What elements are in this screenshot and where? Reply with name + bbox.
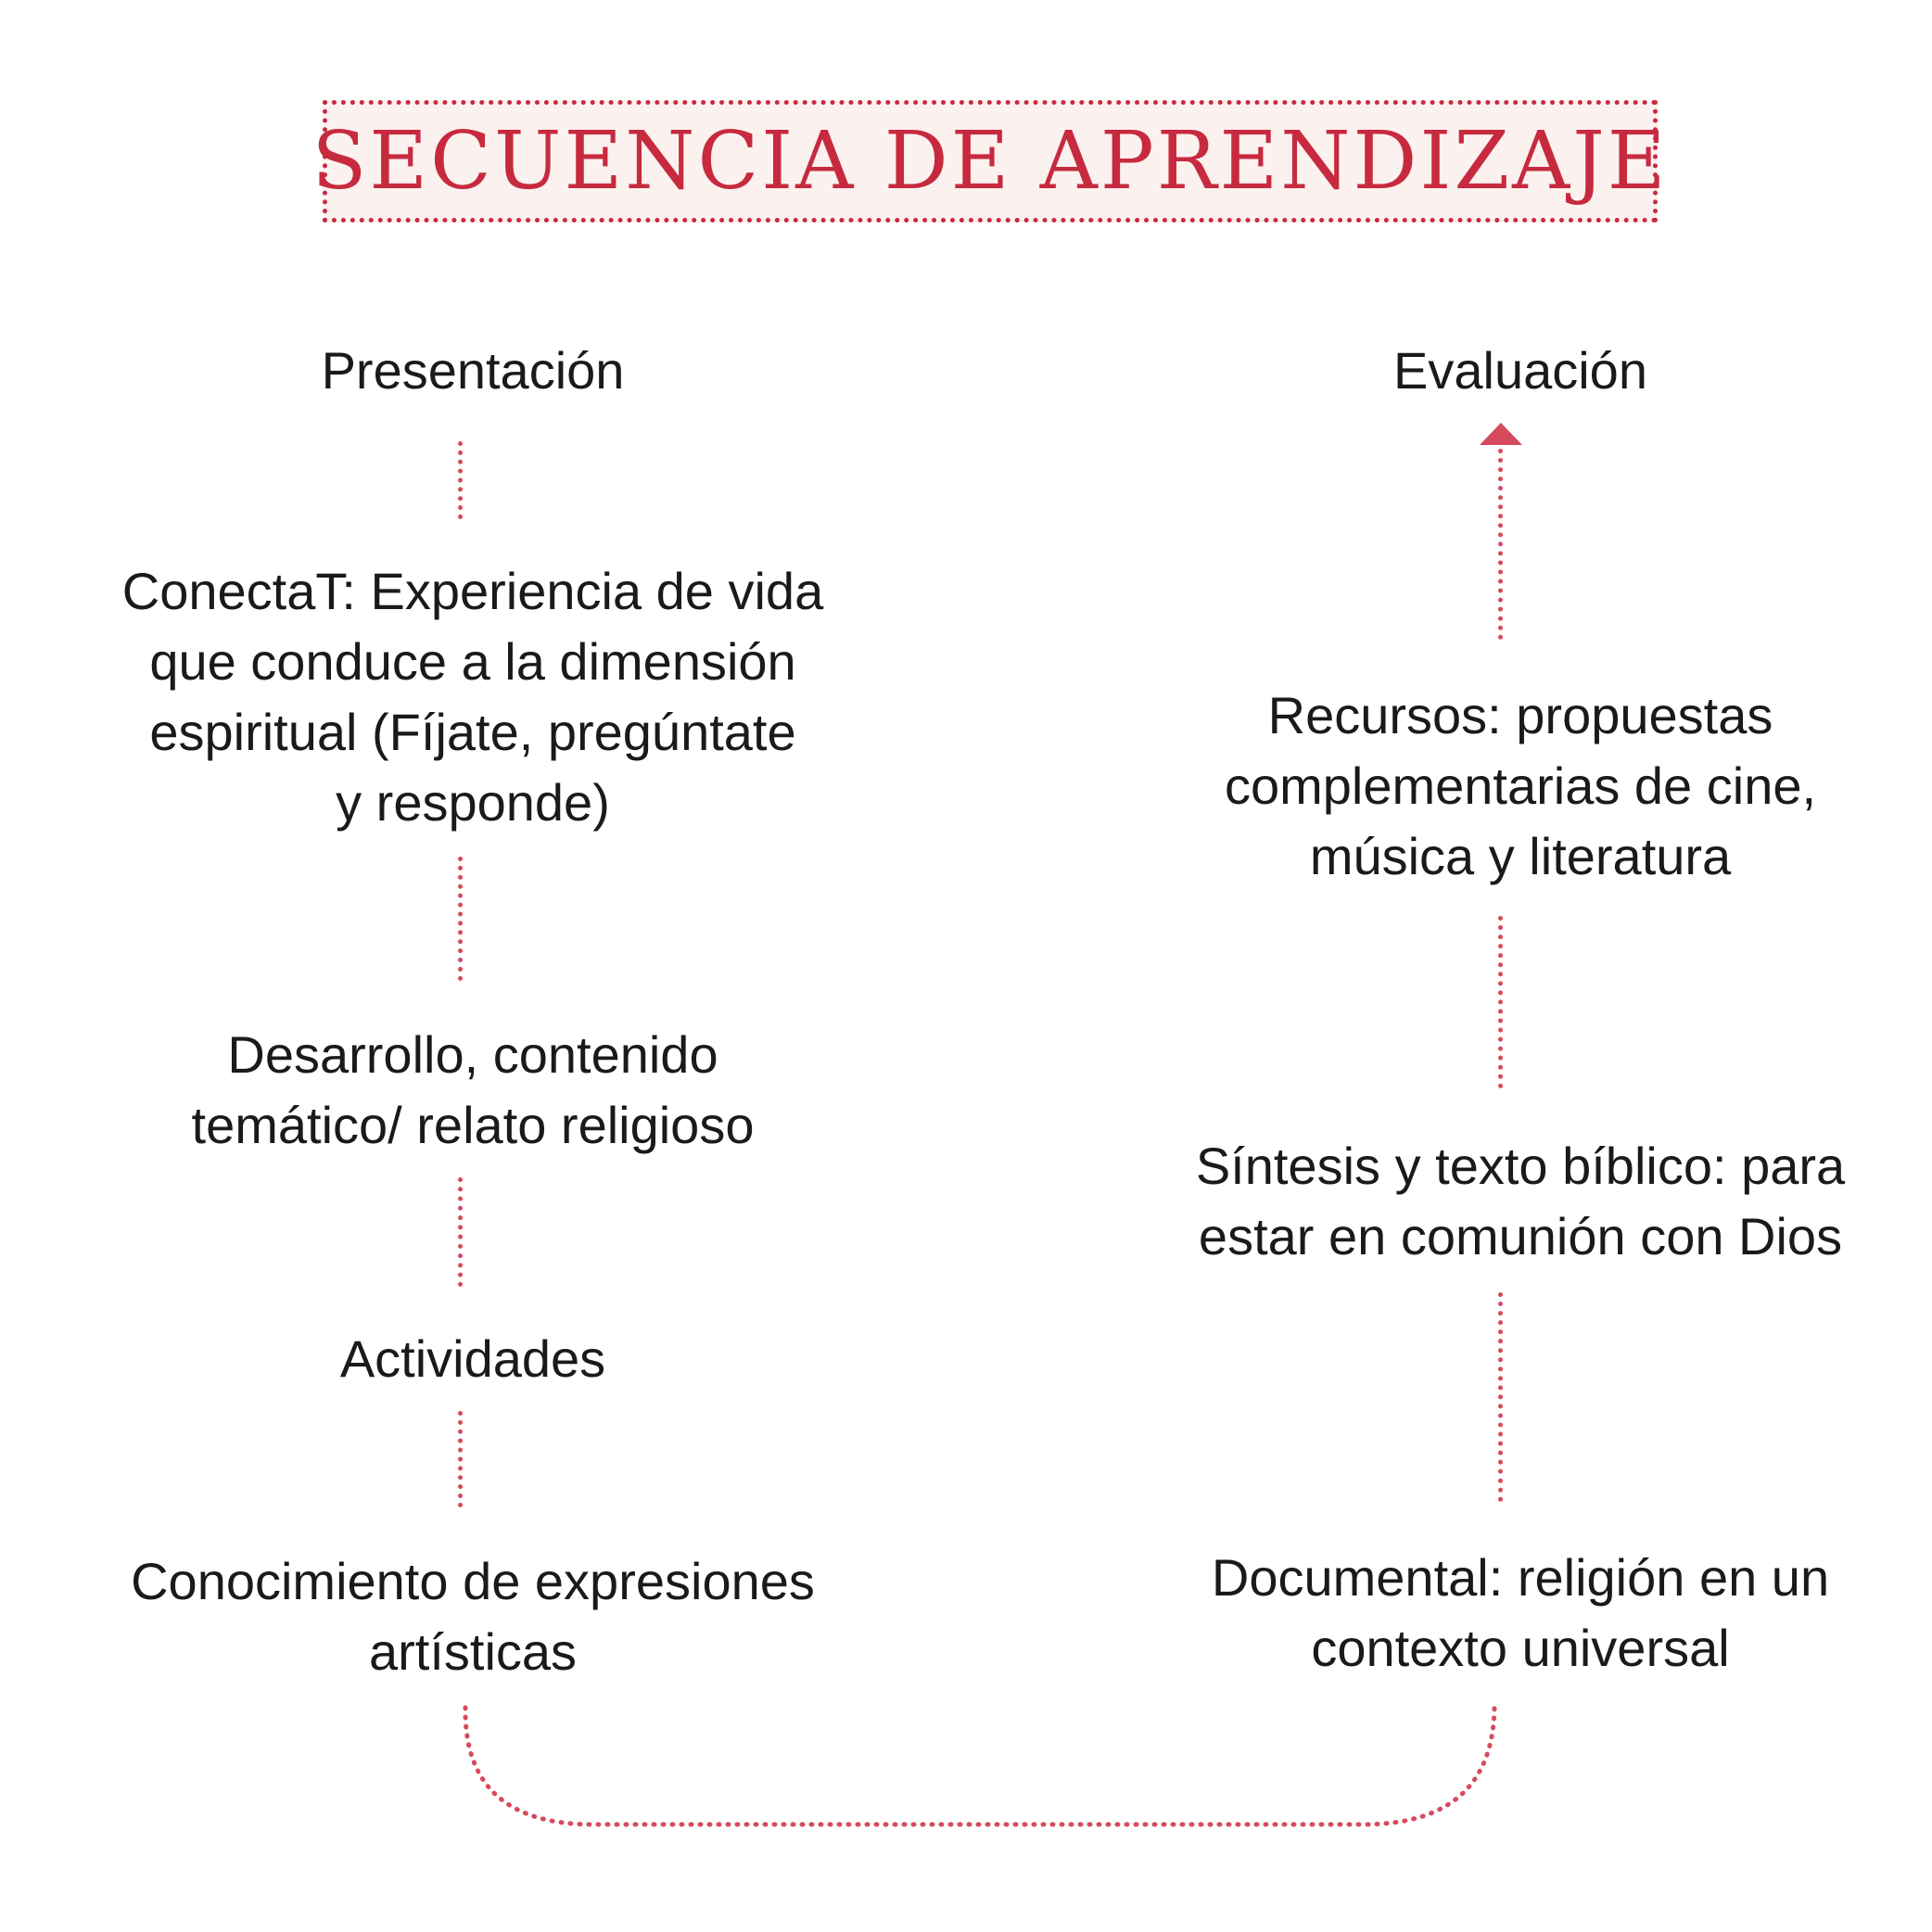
node-conocimiento-line-1: Conocimiento de expresiones xyxy=(131,1552,815,1610)
diagram-title: SECUENCIA DE APRENDIZAJE xyxy=(311,115,1669,208)
node-recursos-line-2: complementarias de cine, xyxy=(1224,756,1817,815)
connector-conocimiento-documental xyxy=(465,1708,1494,1824)
node-sintesis-line-1: Síntesis y texto bíblico: para xyxy=(1195,1137,1846,1195)
node-recursos-line-3: música y literatura xyxy=(1309,827,1732,885)
node-recursos-line-1: Recursos: propuestas xyxy=(1267,686,1773,744)
node-conocimiento-line-2: artísticas xyxy=(368,1622,578,1681)
node-documental-line-2: contexto universal xyxy=(1311,1619,1730,1677)
node-conectat-line-2: que conduce a la dimensión xyxy=(149,632,796,691)
node-evaluacion-label: Evaluación xyxy=(1393,341,1647,400)
arrowhead-evaluacion xyxy=(1480,423,1522,445)
node-conectat-line-1: ConectaT: Experiencia de vida xyxy=(121,562,824,620)
node-desarrollo-line-2: temático/ relato religioso xyxy=(191,1096,755,1154)
node-conectat-line-3: espiritual (Fíjate, pregúntate xyxy=(149,703,796,761)
node-conectat-line-4: y responde) xyxy=(336,773,610,832)
node-sintesis-line-2: estar en comunión con Dios xyxy=(1198,1207,1843,1265)
node-actividades-label: Actividades xyxy=(339,1329,606,1388)
node-presentacion-label: Presentación xyxy=(321,341,625,400)
node-desarrollo-line-1: Desarrollo, contenido xyxy=(227,1025,718,1084)
node-documental-line-1: Documental: religión en un xyxy=(1211,1548,1830,1607)
